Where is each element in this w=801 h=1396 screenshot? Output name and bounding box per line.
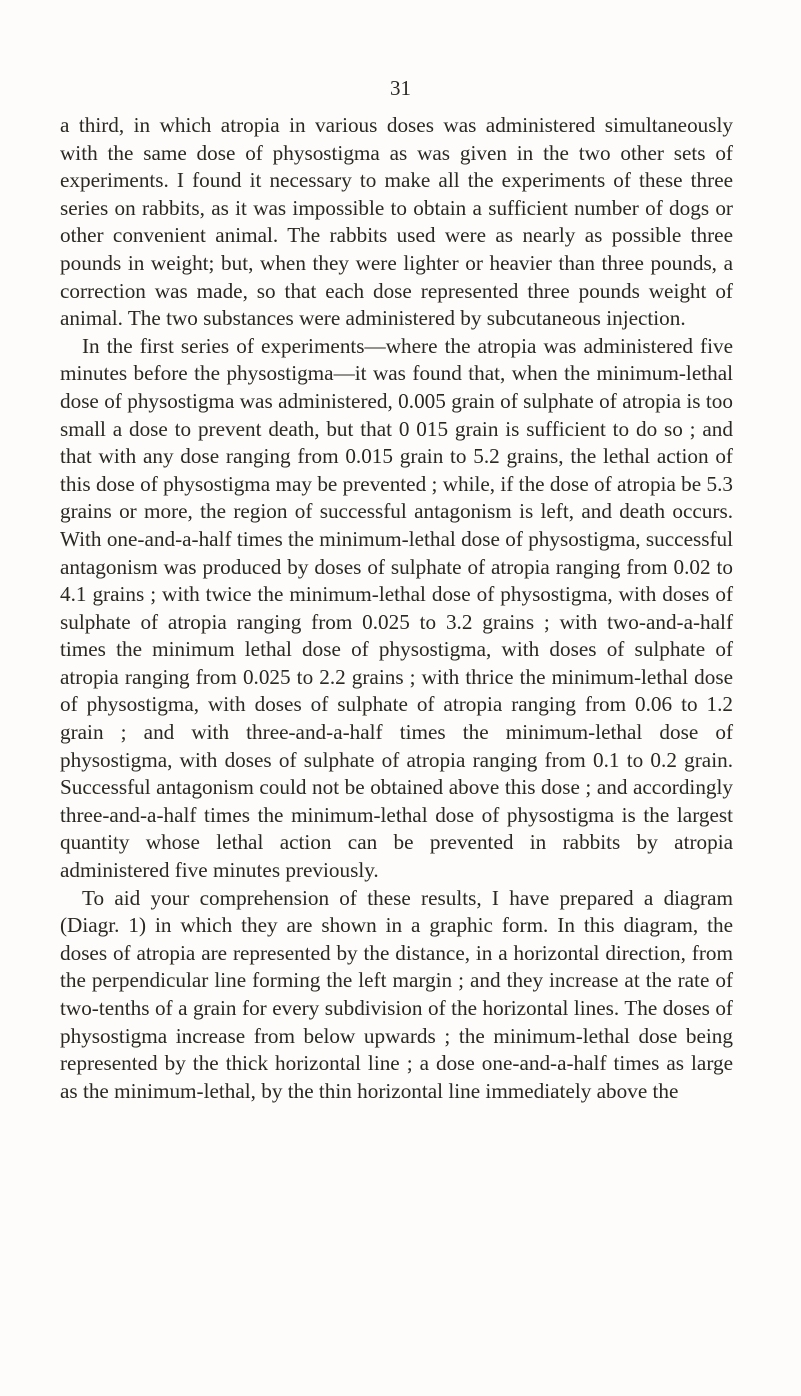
- page-number: 31: [390, 76, 411, 100]
- paragraph-first-series: In the first series of experiments—where the atropia was administered five minutes before the physostigma—it was found that, when the minimum-lethal dose of physostigma was administered, 0.005 grain of sulphate of atropia is too small a dose to prevent death, but that 0 015 grain is sufficient to do so ; and that with any dose ranging from 0.015 grain to 5.2 grains, the lethal action of this dose of physostigma may be prevented ; while, if the dose of atropia be 5.3 grains or more, the region of successful antagonism is left, and death occurs. With one-and-a-half times the minimum-lethal dose of physostigma, successful antagonism was produced by doses of sulphate of atropia ranging from 0.02 to 4.1 grains ; with twice the minimum-lethal dose of physostigma, with doses of sulphate of atropia ranging from 0.025 to 3.2 grains ; with two-and-a-half times the minimum lethal dose of physostigma, with doses of sulphate of atropia ranging from 0.025 to 2.2 grains ; with thrice the minimum-lethal dose of physostigma, with doses of sulphate of atropia ranging from 0.06 to 1.2 grain ; and with three-and-a-half times the minimum-lethal dose of physostigma, with doses of sulphate of atropia ranging from 0.1 to 0.2 grain. Successful antagonism could not be obtained above this dose ; and accordingly three-and-a-half times the minimum-lethal dose of physostigma is the largest quantity whose lethal action can be prevented in rabbits by atropia administered five minutes previously.: [60, 333, 733, 883]
- body-text: [60, 112, 733, 1105]
- paragraph-diagram-explanation: To aid your comprehension of these results, I have prepared a diagram (Diagr. 1) in which they are shown in a graphic form. In this diagram, the doses of atropia are represented by the distance, in a horizontal direction, from the perpendicular line forming the left margin ; and they increase at the rate of two-tenths of a grain for every subdivision of the horizontal lines. The doses of physostigma increase from below upwards ; the minimum-lethal dose being represented by the thick horizontal line ; a dose one-and-a-half times as large as the minimum-lethal, by the thin horizontal line immediately above the: [60, 885, 733, 1103]
- paragraph-continuation: a third, in which atropia in various doses was administered simultaneously with the same dose of physostigma as was given in the two other sets of experiments. I found it necessary to make all the experiments of these three series on rabbits, as it was impossible to obtain a sufficient number of dogs or other convenient animal. The rabbits used were as nearly as possible three pounds in weight; but, when they were lighter or heavier than three pounds, a correction was made, so that each dose represented three pounds weight of animal. The two substances were administered by subcutaneous injection.: [60, 113, 733, 331]
